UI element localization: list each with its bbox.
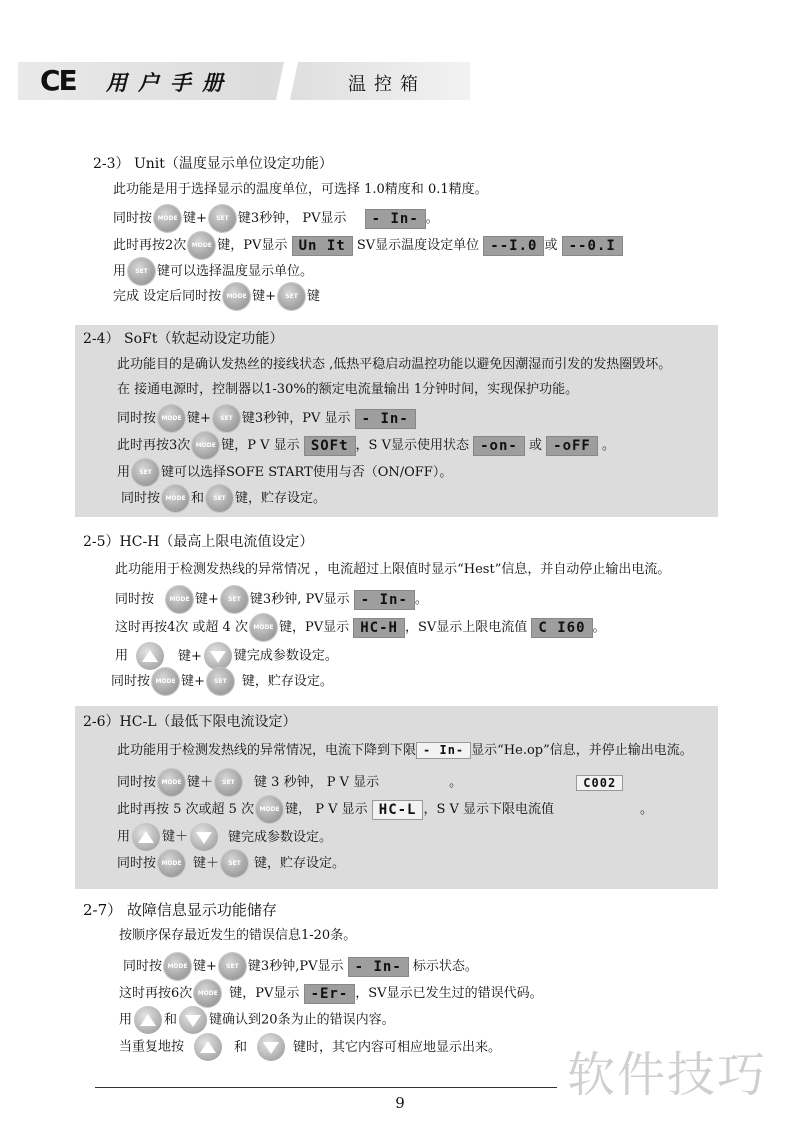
- mode-button: MODE: [162, 485, 189, 512]
- text: 键，贮存设定。: [254, 856, 346, 871]
- text: 键+: [193, 959, 217, 974]
- text: 。: [640, 802, 654, 817]
- text: 键完成参数设定。: [233, 648, 338, 664]
- text: 键完成参数设定。: [228, 829, 333, 845]
- mode-button: MODE: [164, 953, 191, 980]
- text: 此时再按 5 次或超 5 次: [117, 802, 255, 817]
- lcd-display: Un It: [292, 236, 353, 256]
- lcd-display: HC-H: [353, 618, 405, 638]
- text: 键+: [252, 289, 277, 304]
- description: [117, 741, 693, 761]
- lcd-display: C002: [576, 775, 623, 791]
- text: 。: [602, 438, 616, 453]
- section-hc-l: [75, 706, 718, 889]
- down-arrow-button: [190, 823, 218, 851]
- section-heading: 2-7） 故障信息显示功能储存: [83, 901, 277, 919]
- mode-button: MODE: [166, 586, 193, 613]
- lcd-display: --0.I: [562, 236, 623, 256]
- instruction-line: [117, 850, 345, 877]
- text: 或: [528, 438, 542, 453]
- set-button: SET: [221, 586, 248, 613]
- set-button: SET: [219, 953, 246, 980]
- section-hc-h: [75, 530, 718, 690]
- text: ，SV显示上限电流值: [404, 620, 528, 635]
- text: 键，贮存设定。: [235, 491, 327, 506]
- instruction-line: [113, 258, 313, 285]
- lcd-display: - In-: [416, 742, 471, 759]
- description: 此功能用于检测发热线的异常情况 ，电流超过上限值时显示“Hest”信息，并自动停止输出电流。: [115, 562, 671, 577]
- text: 键，PV显示: [217, 238, 288, 253]
- text: 同时按: [121, 491, 161, 506]
- text: 和: [234, 1039, 248, 1055]
- set-button: SET: [132, 459, 159, 486]
- text: 用: [117, 829, 131, 845]
- text: 键 3 秒钟， P V 显示: [254, 775, 380, 790]
- text: 键，PV显示: [278, 620, 350, 635]
- description: 按顺序保存最近发生的错误信息1-20条。: [119, 928, 357, 943]
- manual-header: [18, 62, 470, 100]
- text: 此时再按2次: [113, 238, 187, 253]
- text: 或: [544, 238, 558, 253]
- mode-button: MODE: [188, 232, 215, 259]
- down-arrow-button: [257, 1033, 285, 1061]
- lcd-display: --I.0: [483, 236, 544, 256]
- instruction-line: [119, 1006, 395, 1034]
- lcd-display: - In-: [348, 957, 409, 977]
- section-heading: 2-3） Unit（温度显示单位设定功能）: [93, 156, 333, 172]
- mode-button: MODE: [152, 668, 179, 695]
- text: 键3秒钟，PV 显示: [241, 411, 351, 426]
- text: 键+: [181, 674, 205, 689]
- instruction-line: [117, 432, 615, 459]
- text: 键+: [187, 411, 211, 426]
- text: 。: [449, 775, 463, 790]
- text: ，SV显示已发生过的错误代码。: [355, 986, 543, 1001]
- text: 用: [117, 465, 131, 480]
- instruction-line: [115, 586, 428, 613]
- text: 这时再按4次 或超 4 次: [115, 620, 248, 635]
- text: 键+: [195, 592, 219, 607]
- text: 用: [113, 264, 127, 279]
- instruction-line: [115, 642, 338, 670]
- lcd-display: - In-: [354, 590, 415, 610]
- text: SV显示温度设定单位: [356, 238, 480, 253]
- text: 键＋: [193, 856, 220, 871]
- up-arrow-button: [194, 1033, 222, 1061]
- mode-button: MODE: [158, 850, 185, 877]
- up-arrow-button: [132, 823, 160, 851]
- text: 键3秒钟, PV显示: [249, 592, 350, 607]
- set-button: SET: [207, 668, 234, 695]
- text: 键+: [183, 211, 207, 226]
- mode-button: MODE: [223, 283, 250, 310]
- text: 用: [119, 1012, 133, 1028]
- description: 在 接通电源时，控制器以1-30%的额定电流量输出 1分钟时间，实现保护功能。: [117, 382, 579, 397]
- instruction-line: [111, 668, 333, 695]
- lcd-display: -Er-: [304, 984, 356, 1004]
- text: 键3秒钟， PV显示: [237, 211, 347, 226]
- text: ，S V 显示下限电流值: [423, 802, 555, 817]
- text: 同时按: [113, 211, 153, 226]
- footer-divider: [95, 1087, 557, 1088]
- instruction-line: [121, 485, 326, 512]
- text: 同时按: [111, 674, 151, 689]
- text: 此时再按3次: [117, 438, 191, 453]
- text: 此功能用于检测发热线的异常情况，电流下降到下限: [117, 743, 417, 758]
- lcd-display: - In-: [355, 409, 416, 429]
- instruction-line: [117, 823, 332, 851]
- text: 键＋: [187, 775, 214, 790]
- watermark: 软件技巧: [567, 1047, 768, 1103]
- text: 键3秒钟,PV显示: [247, 959, 344, 974]
- text: 当重复地按: [119, 1039, 185, 1055]
- description: 此功能是用于选择显示的温度单位，可选择 1.0精度和 0.1精度。: [113, 182, 488, 197]
- instruction-line: [119, 1033, 501, 1061]
- text: 。: [425, 211, 439, 226]
- page-number: 9: [395, 1094, 405, 1112]
- set-button: SET: [209, 205, 236, 232]
- mode-button: MODE: [154, 205, 181, 232]
- ce-logo: CE: [40, 64, 76, 97]
- text: 键可以选择SOFE START使用与否（ON/OFF）。: [161, 465, 453, 480]
- down-arrow-button: [179, 1006, 207, 1034]
- manual-title: 用户手册: [106, 70, 234, 95]
- set-button: SET: [215, 769, 242, 796]
- instruction-line: [117, 405, 416, 432]
- text: 键，贮存设定。: [241, 674, 333, 689]
- section-heading: 2-6）HC-L（最低下限电流设定）: [83, 714, 297, 730]
- set-button: SET: [206, 485, 233, 512]
- mode-button: MODE: [192, 432, 219, 459]
- set-button: SET: [213, 405, 240, 432]
- section-heading: 2-5）HC-H（最高上限电流值设定）: [83, 534, 314, 550]
- text: 用: [115, 648, 129, 664]
- text: 完成 设定后同时按: [113, 289, 222, 304]
- text: 。: [592, 620, 606, 635]
- text: 这时再按6次: [119, 986, 193, 1001]
- header-left-band: [18, 62, 268, 100]
- text: ，S V显示使用状态: [355, 438, 469, 453]
- section-unit: [75, 150, 718, 310]
- text: 和: [191, 491, 205, 506]
- text: 键， P V 显示: [285, 802, 368, 817]
- text: 键: [307, 289, 321, 304]
- text: 键时，其它内容可相应地显示出来。: [293, 1039, 502, 1055]
- mode-button: MODE: [158, 405, 185, 432]
- instruction-line: [123, 953, 478, 980]
- section-soft: [75, 325, 718, 517]
- text: 和: [164, 1012, 178, 1028]
- instruction-line: [113, 283, 320, 310]
- description: 此功能目的是确认发热丝的接线状态 ,低热平稳启动温控功能以避免因潮湿而引发的发热圈毁坏。: [117, 357, 672, 372]
- text: 同时按: [123, 959, 163, 974]
- text: 标示状态。: [412, 959, 478, 974]
- instruction-line: [117, 459, 452, 486]
- lcd-display: -on-: [473, 436, 525, 456]
- set-button: SET: [128, 258, 155, 285]
- text: 同时按: [115, 592, 155, 607]
- text: 同时按: [117, 856, 157, 871]
- text: 键+: [178, 648, 202, 664]
- set-button: SET: [221, 850, 248, 877]
- header-divider: [276, 62, 298, 100]
- instruction-line: [119, 980, 543, 1007]
- text: 键，P V 显示: [221, 438, 300, 453]
- text: 键可以选择温度显示单位。: [157, 264, 314, 279]
- instruction-line: [117, 796, 653, 823]
- text: 同时按: [117, 775, 157, 790]
- down-arrow-button: [204, 642, 232, 670]
- lcd-display: HC-L: [372, 800, 424, 820]
- mode-button: MODE: [256, 796, 283, 823]
- up-arrow-button: [134, 1006, 162, 1034]
- lcd-display: - In-: [365, 209, 426, 229]
- text: 显示“He.op”信息，并停止输出电流。: [471, 743, 693, 758]
- text: 同时按: [117, 411, 157, 426]
- text: 键＋: [162, 829, 189, 845]
- set-button: SET: [278, 283, 305, 310]
- instruction-line: [117, 769, 623, 796]
- lcd-display: -oFF: [546, 436, 598, 456]
- mode-button: MODE: [194, 980, 221, 1007]
- instruction-line: [113, 232, 623, 259]
- up-arrow-button: [136, 642, 164, 670]
- instruction-line: [115, 614, 606, 641]
- text: 键，PV显示: [229, 986, 300, 1001]
- text: 键确认到20条为止的错误内容。: [209, 1012, 395, 1028]
- lcd-display: SOFt: [304, 436, 356, 456]
- section-heading: 2-4） SoFt（软起动设定功能）: [83, 331, 284, 347]
- mode-button: MODE: [250, 614, 277, 641]
- lcd-display: C I60: [531, 618, 592, 638]
- instruction-line: [113, 205, 439, 232]
- manual-subtitle: 温控箱: [348, 74, 426, 95]
- mode-button: MODE: [158, 769, 185, 796]
- text: 。: [414, 592, 428, 607]
